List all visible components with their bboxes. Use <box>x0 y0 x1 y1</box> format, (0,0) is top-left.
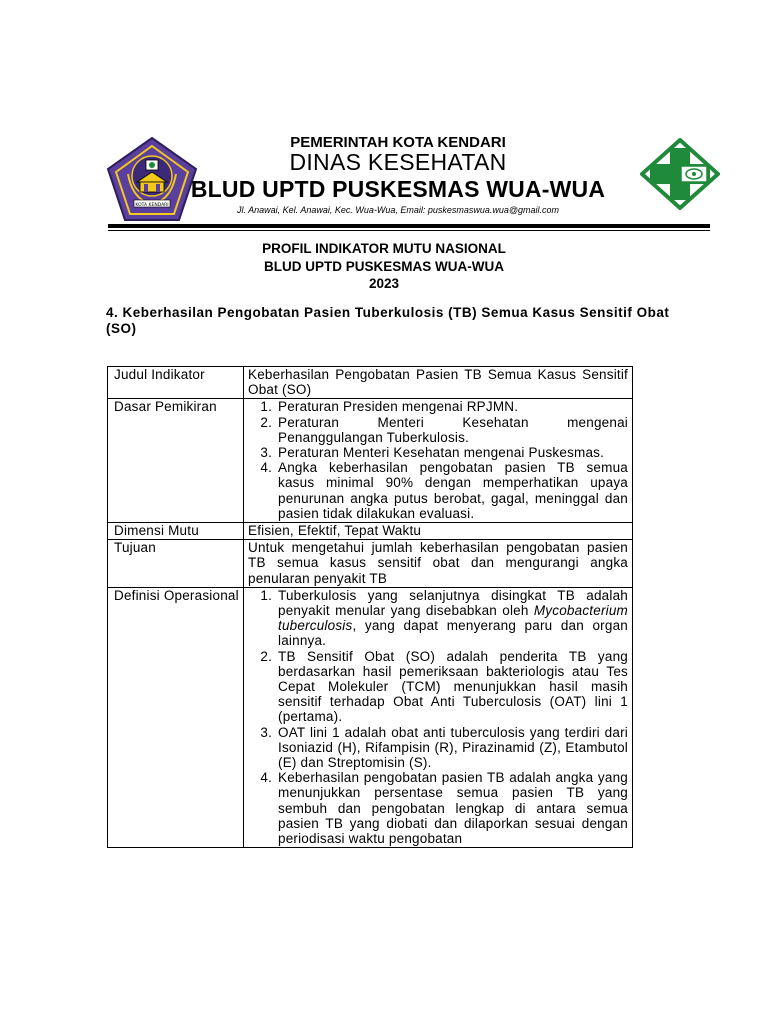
label-dimensi: Dimensi Mutu <box>108 523 244 540</box>
label-dasar: Dasar Pemikiran <box>108 399 244 523</box>
header-institution: BLUD UPTD PUSKESMAS WUA-WUA <box>190 176 606 202</box>
label-definisi: Definisi Operasional <box>108 587 244 847</box>
section-title: 4. Keberhasilan Pengobatan Pasien Tuberkulosis (TB) Semua Kasus Sensitif Obat (SO) <box>106 305 670 336</box>
header-divider-thick <box>108 224 710 228</box>
header-agency: DINAS KESEHATAN <box>289 149 507 175</box>
table-row <box>108 587 633 847</box>
emblem-label: KOTA KENDARI <box>135 203 169 208</box>
definisi-text: Tuberkulosis yang selanjutnya disingkat TB adalah penyakit menular yang disebabkan oleh <box>278 587 628 619</box>
value-dimensi: Efisien, Efektif, Tepat Waktu <box>244 523 633 540</box>
value-definisi <box>244 587 633 847</box>
list-item: 4. Angka keberhasilan pengobatan pasien TB semua kasus minimal 90% dengan memperhatikan upaya penurunan angka putus berobat, gagal, meninggal dan pasien tidak dilakukan evaluasi. <box>276 460 628 521</box>
label-judul: Judul Indikator <box>108 367 244 399</box>
list-item: 3. OAT lini 1 adalah obat anti tuberculosis yang terdiri dari Isoniazid (H), Rifampisin (R), Pirazinamid (Z), Etambutol (E) dan Streptomisin (S). <box>276 725 628 771</box>
list-item: 2. Peraturan Menteri Kesehatan mengenai Penanggulangan Tuberkulosis. <box>276 415 628 445</box>
list-item: 4. Keberhasilan pengobatan pasien TB adalah angka yang menunjukkan persentase semua pasien TB yang sembuh dan pengobatan lengkap di antara semua pasien TB yang diobati dan dilaporkan sesuai dengan periodisasi waktu pengobatan <box>276 770 628 846</box>
definisi-italic: Mycobacterium tuberculosis <box>278 603 628 634</box>
document-title: PROFIL INDIKATOR MUTU NASIONAL <box>262 241 506 256</box>
label-tujuan: Tujuan <box>108 540 244 588</box>
value-tujuan: Untuk mengetahui jumlah keberhasilan pengobatan pasien TB semua kasus sensitif obat dan mengurangi angka penularan penyakit TB <box>244 540 633 588</box>
value-judul: Keberhasilan Pengobatan Pasien TB Semua Kasus Sensitif Obat (SO) <box>244 367 633 399</box>
definisi-list <box>248 588 628 846</box>
table-row <box>108 367 633 399</box>
document-year: 2023 <box>368 276 400 291</box>
list-item <box>276 588 628 649</box>
dasar-list <box>248 399 628 521</box>
definisi-text: , yang dapat menyerang paru dan organ lainnya. <box>278 618 628 649</box>
value-dasar <box>244 399 633 523</box>
header-government: PEMERINTAH KOTA KENDARI <box>290 134 506 151</box>
table-row <box>108 540 633 588</box>
list-item: 3. Peraturan Menteri Kesehatan mengenai Puskesmas. <box>276 445 628 460</box>
table-row <box>108 523 633 540</box>
header-address: Jl. Anawai, Kel. Anawai, Kec. Wua-Wua, Email: puskesmaswua.wua@gmail.com <box>236 205 560 215</box>
list-item: 2. TB Sensitif Obat (SO) adalah penderita TB yang berdasarkan hasil pemeriksaan bakteriologis atau Tes Cepat Molekuler (TCM) menunjukkan hasil masih sensitif terhadap Obat Anti Tuberculosis (OAT) lini 1 (pertama). <box>276 649 628 725</box>
header-divider-thin <box>108 230 710 231</box>
document-subtitle: BLUD UPTD PUSKESMAS WUA-WUA <box>264 259 504 274</box>
table-row <box>108 399 633 523</box>
indicator-table <box>107 366 633 848</box>
list-item: 1. Peraturan Presiden mengenai RPJMN. <box>276 399 628 414</box>
